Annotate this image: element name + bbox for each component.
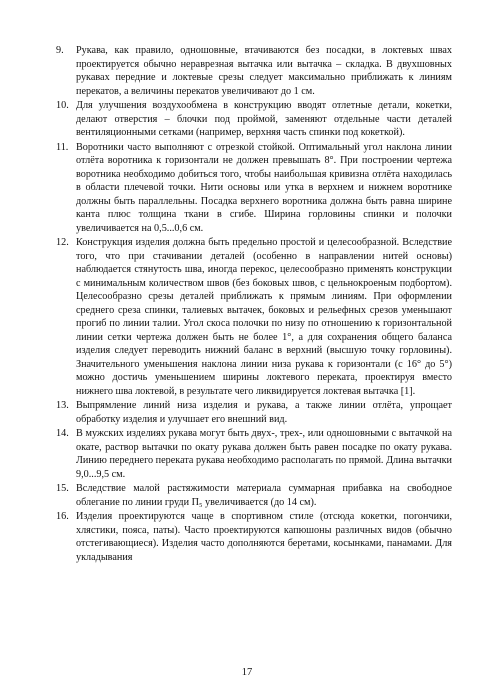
item-number: 10. (56, 100, 69, 111)
item-number: 12. (56, 237, 69, 248)
item-text: Рукава, как правило, одношовные, втачиваются без посадки, в локтевых швах проектируется обычно нераврезная вытачка или вытачка – складка. В двухшовных рукавах передние и локтевые срезы следует максимально приближать к линиям перекатов, а величины перекатов увеличивают до 1 см. (76, 45, 452, 97)
list-item-15 (56, 482, 452, 509)
list-item-10 (56, 99, 452, 140)
item-number: 16. (56, 511, 69, 522)
list-item-9 (56, 44, 452, 98)
item-text: Воротники часто выполняют с отрезкой стойкой. Оптимальный угол наклона линии отлёта воротника к горизонтали не должен превышать 8°. При построении чертежа воротника необходимо добиться того, чтобы наибольшая кривизна отлёта находилась в области плечевой точки. Нити основы или утка в верхнем и нижнем воротнике должны быть параллельны. Посадка верхнего воротника должна быть равна ширине канта плюс толщина ткани в сгибе. Ширина горловины спинки и полочки увеличивается на 0,5...0,6 см. (76, 141, 452, 234)
item-number: 13. (56, 400, 69, 411)
item-text: Изделия проектируются чаще в спортивном стиле (отсюда кокетки, погончики, хлястики, пояса, паты). Часто проектируются капюшоны различных видов (обычно отстегивающиеся). Изделия часто дополняются беретами, косынками, панамами. Для укладывания (76, 511, 452, 563)
list-item-14 (56, 427, 452, 481)
item-text: Вследствие малой растяжимости материала суммарная прибавка на свободное облегание по линии груди П₅ увеличивается (до 14 см). (76, 483, 452, 508)
item-number: 15. (56, 483, 69, 494)
list-item-13 (56, 399, 452, 426)
list-item-11 (56, 141, 452, 236)
item-number: 11. (56, 141, 69, 153)
item-number: 14. (56, 428, 69, 439)
list-item-12 (56, 236, 452, 398)
item-text: Конструкция изделия должна быть предельно простой и целесообразной. Вследствие того, что при стачивании деталей (особенно в направлении нитей основы) наблюдается стянутость шва, иногда перекос, целесообразно применять конструкции с минимальным количеством швов (без боковых швов, с цельнокроеным подбортом). Целесообразно срезы деталей приближать к прямым линиям. При оформлении среднего среза спинки, талиевых вытачек, боковых и рельефных срезов уменьшают прогиб по линии талии. Угол скоса полочки по низу по отношению к горизонтальной линии сетки чертежа должен быть не более 1°, а для сохранения общего баланса изделия следует переводить нижний баланс в верхний (высшую точку горловины). Значительного уменьшения наклона линии низа рукава к горизонтали (с 16° до 5°) можно достичь уменьшением ширины локтевого переката, проектируя вместо нижнего шва локтевой, в результате чего ликвидируется локтевая вытачка [1]. (76, 237, 452, 397)
list-item-16 (56, 510, 452, 564)
item-text: В мужских изделиях рукава могут быть двух-, трех-, или одношовными с вытачкой на окате, раствор вытачки по окату рукава должен быть равен посадке по окату рукава. Линию переднего переката рукава необходимо располагать по прямой. Длина вытачки 9,0...9,5 см. (76, 428, 452, 480)
item-number: 9. (56, 45, 64, 56)
item-text: Выпрямление линий низа изделия и рукава, а также линии отлёта, упрощает обработку изделия и улучшает его внешний вид. (76, 400, 452, 425)
page-number: 17 (241, 667, 253, 678)
item-text: Для улучшения воздухообмена в конструкцию вводят отлетные детали, кокетки, делают отверстия – блочки под проймой, заменяют отдельные части деталей вентиляционными сетками (например, верхняя часть спинки под кокеткой). (76, 100, 452, 138)
